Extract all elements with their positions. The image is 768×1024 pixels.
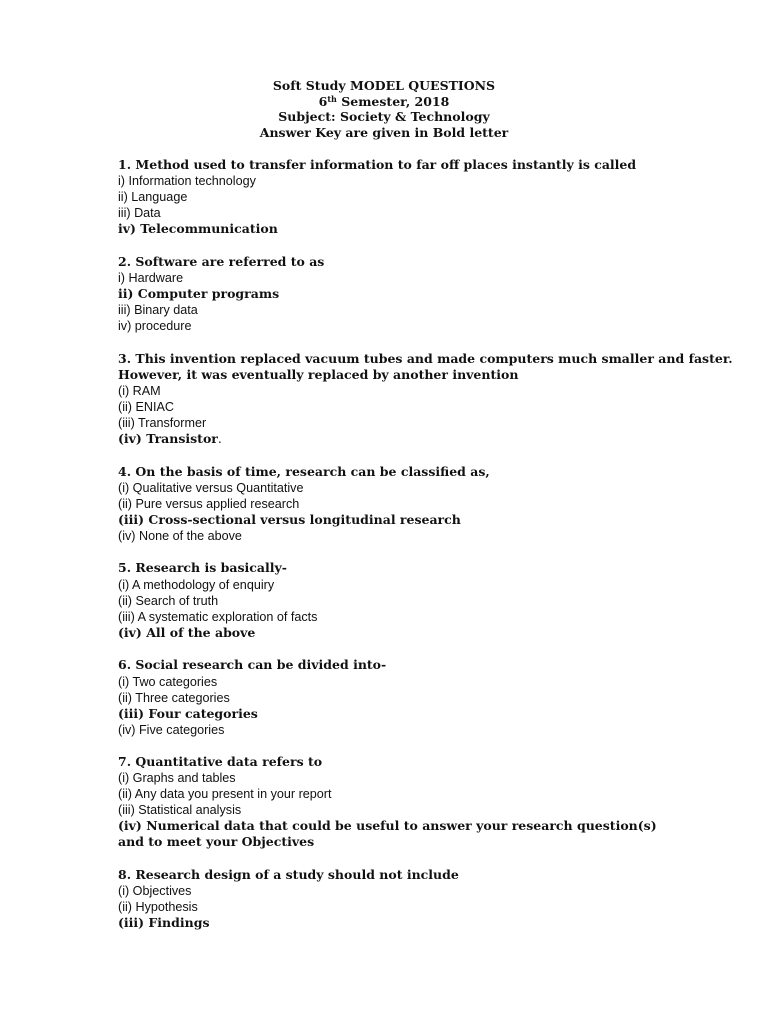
- answer-option: [118, 818, 738, 834]
- option-text: (ii) Any data you present in your report: [118, 787, 332, 802]
- option-text: (i) RAM: [118, 384, 161, 399]
- option-text: (ii) Search of truth: [118, 593, 219, 608]
- question-title: However, it was eventually replaced by another invention: [118, 366, 519, 382]
- semester-ordinal-suffix: th: [327, 93, 337, 104]
- option: [118, 189, 738, 205]
- option: [118, 383, 738, 399]
- header-title: Soft Study MODEL QUESTIONS: [272, 78, 496, 93]
- option: [118, 480, 738, 496]
- option-suffix: .: [217, 431, 222, 447]
- option-text: (iv) Numerical data that could be useful to answer your research question(s): [118, 818, 657, 834]
- question-title: 7. Quantitative data refers to: [118, 754, 323, 770]
- option: [118, 318, 738, 334]
- option-text: iii) Binary data: [118, 303, 198, 318]
- option: [118, 722, 738, 738]
- option-text: (i) Two categories: [118, 674, 218, 689]
- question-block: [118, 254, 738, 334]
- question-title: 2. Software are referred to as: [118, 253, 325, 269]
- question-title: 8. Research design of a study should not include: [118, 866, 459, 882]
- option-text: (iv) All of the above: [118, 624, 256, 640]
- answer-option: [118, 625, 738, 641]
- option-text: (iii) Four categories: [118, 705, 258, 721]
- option-text: (iii) Transformer: [118, 416, 207, 431]
- option: [118, 399, 738, 415]
- option-text: (ii) Pure versus applied research: [118, 496, 300, 511]
- option: [118, 173, 738, 189]
- question-title: 1. Method used to transfer information to far off places instantly is called: [118, 157, 637, 172]
- option-text: iv) procedure: [118, 319, 192, 334]
- option-text: and to meet your Objectives: [118, 834, 315, 850]
- option-text: (i) Graphs and tables: [118, 771, 236, 786]
- option-text: (iii) Statistical analysis: [118, 803, 242, 818]
- answer-option: [118, 706, 738, 722]
- option-text: (iii) Cross-sectional versus longitudinal research: [118, 511, 461, 527]
- option-text: (ii) Three categories: [118, 690, 230, 705]
- semester-number: 6: [318, 93, 328, 109]
- option-text: (iii) A systematic exploration of facts: [118, 609, 318, 624]
- question-block: [118, 867, 738, 931]
- question-title: 3. This invention replaced vacuum tubes and made computers much smaller and faster.: [118, 350, 733, 366]
- option: [118, 674, 738, 690]
- question-list: [118, 157, 738, 948]
- answer-option: [118, 286, 738, 302]
- question-block: [118, 157, 738, 237]
- question-title: 6. Social research can be divided into-: [118, 657, 387, 673]
- option: [118, 802, 738, 818]
- answer-option: [118, 512, 738, 528]
- option: [118, 899, 738, 915]
- option-text: (iv) None of the above: [118, 528, 242, 543]
- option-text: iv) Telecommunication: [118, 221, 278, 237]
- option: [118, 786, 738, 802]
- answer-option: [118, 221, 738, 237]
- option: [118, 496, 738, 512]
- option: [118, 593, 738, 609]
- question-title: 5. Research is basically-: [118, 560, 287, 576]
- question-block: [118, 754, 738, 850]
- option: [118, 528, 738, 544]
- option-text: (ii) ENIAC: [118, 400, 174, 415]
- option-text: iii) Data: [118, 206, 161, 221]
- option: [118, 609, 738, 625]
- question-title: 4. On the basis of time, research can be classified as,: [118, 463, 490, 479]
- option: [118, 270, 738, 286]
- answer-option: [118, 915, 738, 931]
- option-text: i) Hardware: [118, 271, 184, 286]
- answer-option: [118, 834, 738, 850]
- document-header: [0, 78, 768, 140]
- option-text: (iii) Findings: [118, 915, 210, 931]
- option-text: i) Information technology: [118, 174, 256, 189]
- option: [118, 415, 738, 431]
- option: [118, 302, 738, 318]
- option-text: (i) Qualitative versus Quantitative: [118, 480, 304, 495]
- header-subject: Subject: Society & Technology: [278, 109, 490, 124]
- option-text: (i) Objectives: [118, 884, 192, 899]
- question-block: [118, 657, 738, 737]
- option-text: ii) Computer programs: [118, 286, 280, 302]
- option-text: (iv) Five categories: [118, 722, 225, 737]
- question-block: [118, 464, 738, 544]
- semester-year: Semester, 2018: [336, 93, 450, 109]
- question-block: [118, 351, 738, 448]
- question-block: [118, 560, 738, 640]
- option: [118, 205, 738, 221]
- option-text: ii) Language: [118, 190, 188, 205]
- header-answer-key-note: Answer Key are given in Bold letter: [259, 124, 509, 140]
- option: [118, 577, 738, 593]
- option: [118, 690, 738, 706]
- option-text: (i) A methodology of enquiry: [118, 577, 275, 592]
- option: [118, 770, 738, 786]
- option-text: (ii) Hypothesis: [118, 900, 198, 915]
- header-semester: [0, 94, 768, 110]
- option-text: (iv) Transistor: [118, 431, 218, 447]
- option: [118, 883, 738, 899]
- answer-option: [118, 431, 738, 447]
